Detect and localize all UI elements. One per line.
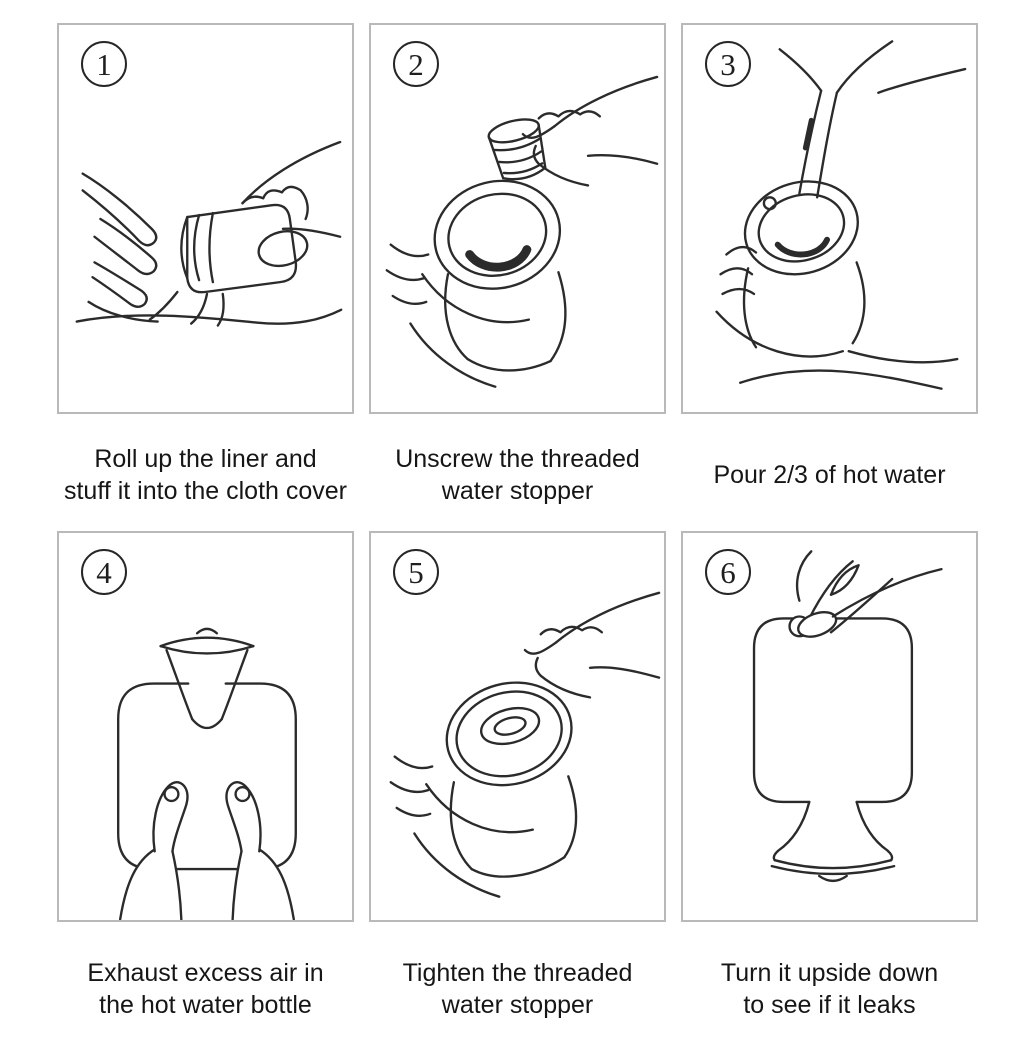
step-number: 3	[720, 46, 736, 82]
step-panel-3	[681, 23, 978, 414]
caption-line: to see if it leaks	[743, 991, 916, 1019]
step-number: 2	[408, 46, 424, 82]
instruction-grid	[57, 23, 978, 1052]
step-number-badge	[393, 41, 439, 87]
step-number-badge	[81, 41, 127, 87]
step-panel-4	[57, 531, 354, 922]
caption-line: Pour 2/3 of hot water	[713, 460, 946, 489]
step-number: 5	[408, 554, 424, 590]
step-number: 1	[96, 46, 112, 82]
step-caption-3	[681, 414, 978, 531]
caption-line: Turn it upside down	[720, 959, 939, 987]
step-panel-2	[369, 23, 666, 414]
step-number-badge	[81, 549, 127, 595]
step-panel-5	[369, 531, 666, 922]
step-caption-5	[369, 922, 666, 1052]
caption-line: water stopper	[441, 476, 594, 505]
caption-line: water stopper	[441, 991, 594, 1019]
step-caption-2	[369, 414, 666, 531]
caption-line: the hot water bottle	[99, 991, 312, 1019]
caption-line: Tighten the threaded	[402, 959, 633, 987]
step-number-badge	[705, 549, 751, 595]
step-number: 6	[720, 554, 736, 590]
caption-line: stuff it into the cloth cover	[63, 476, 348, 505]
step-number: 4	[96, 554, 112, 590]
step-number-badge	[705, 41, 751, 87]
caption-line: Roll up the liner and	[94, 444, 317, 473]
step-caption-4	[57, 922, 354, 1052]
step-caption-1	[57, 414, 354, 531]
caption-line: Exhaust excess air in	[87, 959, 324, 987]
step-number-badge	[393, 549, 439, 595]
step-panel-6	[681, 531, 978, 922]
step-panel-1	[57, 23, 354, 414]
step-caption-6	[681, 922, 978, 1052]
caption-line: Unscrew the threaded	[395, 444, 640, 473]
